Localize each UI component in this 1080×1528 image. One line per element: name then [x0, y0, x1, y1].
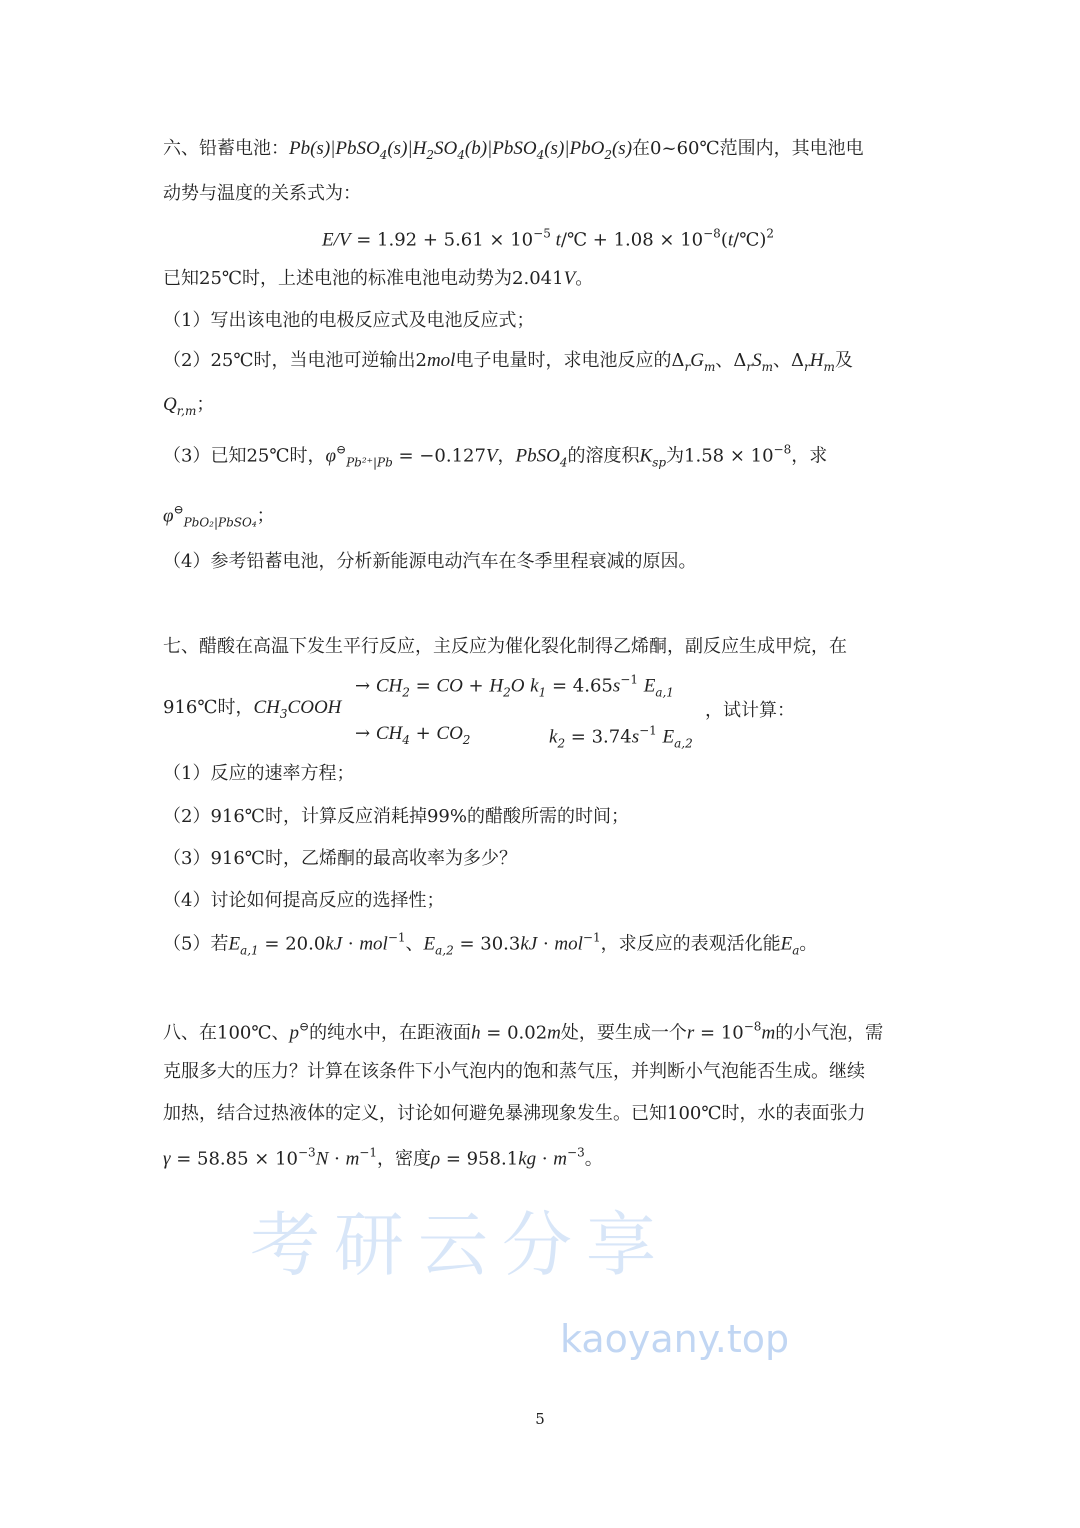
subscript: 2 — [402, 685, 410, 700]
text-run: （3）已知25℃时， — [163, 445, 326, 467]
text-run: = 1.92 + 5.61 × 10 — [350, 229, 534, 251]
text-run: 动势与温度的关系式为： — [163, 183, 361, 204]
q7-part3 — [163, 847, 517, 871]
superscript: −3 — [567, 1145, 585, 1160]
text-run: = 0.02 — [480, 1022, 548, 1044]
math-symbol: m — [547, 1022, 561, 1044]
math-symbol: φ — [163, 505, 174, 527]
text-run: 、Δ — [772, 350, 804, 371]
text-run: 克服多大的压力？计算在该条件下小气泡内的饱和蒸气压，并判断小气泡能否生成。继续 — [163, 1061, 865, 1082]
math-symbol: V — [563, 268, 576, 289]
q7-reactant — [163, 696, 341, 726]
text-run: （1）写出该电池的电极反应式及电池反应式； — [163, 310, 535, 331]
math-symbol: CH — [253, 697, 280, 718]
math-symbol: kJ — [520, 933, 538, 955]
text-run: · — [537, 933, 555, 955]
text-run: + — [409, 723, 437, 744]
text-run: （2）916℃时，计算反应消耗掉99%的醋酸所需的时间； — [163, 806, 629, 827]
text-run: 为1.58 × 10 — [666, 445, 774, 467]
subscript: r — [684, 360, 691, 374]
q6-part2 — [163, 349, 853, 379]
math-symbol: E — [780, 933, 793, 955]
text-run: 916℃时， — [163, 697, 254, 718]
math-symbol: k — [530, 675, 539, 697]
text-run: /℃) — [733, 229, 767, 251]
math-symbol: E/V — [322, 229, 351, 251]
text-run: 的纯水中，在距液面 — [309, 1022, 472, 1044]
math-symbol: Q — [163, 394, 177, 415]
math-symbol: φ — [325, 445, 337, 467]
text-run: 七、醋酸在高温下发生平行反应，主反应为催化裂化制得乙烯酮，副反应生成甲烷，在 — [163, 636, 847, 657]
text-run: 六、铅蓄电池： — [163, 138, 289, 159]
text-run: ，密度 — [377, 1148, 431, 1170]
superscript: 2 — [766, 226, 774, 241]
text-run: （2）25℃时，当电池可逆输出2 — [163, 350, 427, 371]
math-symbol: m — [761, 1022, 776, 1044]
math-symbol: (s)|PbO — [544, 138, 605, 159]
subscript: m — [761, 360, 773, 374]
math-symbol: SO — [434, 138, 458, 159]
q8-line4 — [163, 1141, 603, 1172]
q6-emf-formula — [322, 222, 774, 253]
text-run: = 30.3 — [453, 933, 521, 955]
math-symbol: kJ — [325, 933, 343, 955]
math-symbol: CH — [375, 675, 403, 697]
math-symbol: E — [228, 933, 241, 955]
math-symbol: s — [612, 675, 621, 697]
math-symbol: CO — [436, 723, 463, 744]
subscript: 4 — [559, 455, 568, 470]
math-symbol: V — [485, 445, 498, 467]
math-symbol: γ — [163, 1148, 171, 1170]
text-run: （4）讨论如何提高反应的选择性； — [163, 890, 445, 911]
watermark-url: kaoyany.top — [560, 1317, 790, 1361]
math-symbol: (b)|PbSO — [464, 138, 537, 159]
superscript: −1 — [620, 672, 638, 687]
watermark-text: 考研云分享 — [250, 1204, 670, 1286]
text-run: ； — [256, 505, 275, 527]
superscript: −1 — [359, 1145, 377, 1160]
superscript: −8 — [703, 226, 721, 241]
text-run: = 958.1 — [440, 1148, 519, 1170]
text-run: = −0.127 — [392, 445, 486, 467]
superscript: ⊖ — [173, 502, 184, 517]
math-symbol: mol — [554, 933, 583, 955]
text-run: 的小气泡，需 — [775, 1022, 884, 1044]
q6-part4 — [163, 550, 696, 574]
q6-part3 — [163, 438, 827, 475]
q7-intro — [163, 635, 847, 659]
subscript: a,2 — [435, 943, 454, 958]
text-run: 电子电量时，求电池反应的Δ — [455, 350, 685, 371]
subscript: r,m — [176, 404, 197, 418]
math-symbol: E — [662, 726, 675, 748]
subscript: a,2 — [674, 736, 693, 751]
text-run: ， — [497, 445, 516, 467]
math-symbol: (s)|H — [387, 138, 427, 159]
text-run: 处，要生成一个 — [560, 1022, 687, 1044]
math-symbol: G — [690, 350, 704, 371]
text-run: ，求 — [791, 445, 828, 467]
page-number: 5 — [535, 1410, 545, 1428]
subscript: Pb²⁺|Pb — [346, 455, 393, 470]
math-symbol: kg — [518, 1148, 537, 1170]
math-symbol: (s) — [611, 138, 633, 159]
q6-intro-line1 — [163, 137, 864, 167]
math-symbol: COOH — [287, 697, 342, 718]
superscript: −1 — [387, 930, 406, 945]
text-run: （4）参考铅蓄电池，分析新能源电动汽车在冬季里程衰减的原因。 — [163, 551, 697, 572]
subscript: 1 — [538, 685, 547, 700]
subscript: m — [703, 360, 716, 374]
math-symbol: t — [727, 229, 734, 251]
text-run: 。 — [799, 933, 818, 955]
text-run: /℃ + 1.08 × 10 — [560, 229, 704, 251]
subscript: a,1 — [655, 685, 674, 700]
math-symbol: k — [549, 726, 558, 748]
superscript: −1 — [639, 723, 657, 738]
math-symbol: m — [345, 1148, 360, 1170]
text-run: 已知25℃时，上述电池的标准电池电动势为2.041 — [163, 268, 564, 289]
text-run: 、Δ — [715, 350, 747, 371]
q6-part2-cont — [163, 393, 214, 423]
math-symbol: t — [550, 229, 561, 251]
text-run: = 58.85 × 10 — [170, 1148, 298, 1170]
math-symbol: S — [752, 350, 762, 371]
text-run: ( — [720, 229, 728, 251]
superscript: −5 — [533, 226, 551, 241]
superscript: −8 — [773, 442, 792, 457]
subscript: 4 — [402, 733, 410, 747]
q8-line2 — [163, 1060, 865, 1084]
text-run: 的溶度积 — [567, 445, 640, 467]
text-run: ，求反应的表观活化能 — [600, 933, 781, 955]
q7-reaction-main — [355, 668, 674, 705]
subscript: 2 — [604, 148, 612, 162]
q7-part1 — [163, 762, 354, 786]
subscript: 4 — [379, 148, 388, 162]
text-run: = 4.65 — [546, 675, 613, 697]
text-run: 八、在100℃、 — [163, 1022, 290, 1044]
text-run: = 10 — [694, 1022, 744, 1044]
math-symbol: p — [289, 1022, 299, 1044]
text-run: → — [355, 675, 376, 697]
math-symbol: CO — [436, 675, 463, 697]
superscript: ⊖ — [299, 1019, 310, 1034]
subscript: r — [803, 360, 810, 374]
text-run: + — [462, 675, 490, 697]
subscript: 2 — [503, 685, 511, 700]
text-run: 。 — [584, 1148, 603, 1170]
q7-reaction-side — [355, 722, 470, 752]
math-symbol: r — [686, 1022, 695, 1044]
math-symbol: O — [510, 675, 525, 697]
math-symbol: H — [489, 675, 504, 697]
text-run: ，试计算： — [705, 700, 795, 721]
q7-reaction-side-rate — [549, 719, 693, 756]
math-symbol: ρ — [431, 1148, 441, 1170]
q7-calc-prompt — [705, 699, 795, 723]
text-run: 加热，结合过热液体的定义，讨论如何避免暴沸现象发生。已知100℃时，水的表面张力 — [163, 1103, 866, 1124]
math-symbol: K — [639, 445, 653, 467]
math-symbol: Pb(s)|PbSO — [289, 138, 380, 159]
text-run: （1）反应的速率方程； — [163, 763, 355, 784]
math-symbol: H — [809, 350, 824, 371]
text-run: ； — [196, 394, 215, 415]
text-run: 、 — [405, 933, 424, 955]
subscript: PbO₂|PbSO₄ — [183, 515, 257, 530]
text-run: · — [328, 1148, 346, 1170]
math-symbol: E — [643, 675, 656, 697]
text-run: （5）若 — [163, 933, 229, 955]
text-run: · — [342, 933, 360, 955]
q6-part1 — [163, 309, 534, 333]
math-symbol: CH — [375, 723, 403, 744]
text-run: 在0~60℃范围内，其电池电 — [632, 138, 864, 159]
math-symbol: E — [423, 933, 436, 955]
q7-part2 — [163, 805, 629, 829]
text-run: = 20.0 — [258, 933, 326, 955]
q8-line1 — [163, 1015, 883, 1046]
text-run: = — [409, 675, 437, 697]
text-run: · — [536, 1148, 554, 1170]
math-symbol: mol — [359, 933, 388, 955]
math-symbol: PbSO — [515, 445, 560, 467]
q7-part4 — [163, 889, 444, 913]
subscript: 3 — [279, 707, 288, 721]
text-run: （3）916℃时，乙烯酮的最高收率为多少？ — [163, 848, 517, 869]
text-run: 及 — [834, 350, 853, 371]
math-symbol: s — [631, 726, 640, 748]
superscript: −3 — [298, 1145, 316, 1160]
math-symbol: mol — [426, 350, 456, 371]
subscript: m — [823, 360, 835, 374]
q6-intro-line2 — [163, 182, 361, 206]
q6-part3-cont — [163, 498, 275, 535]
subscript: 2 — [557, 736, 566, 751]
subscript: r — [746, 360, 753, 374]
math-symbol: m — [553, 1148, 568, 1170]
text-run: → — [355, 723, 376, 744]
math-symbol: h — [471, 1022, 481, 1044]
subscript: a — [792, 943, 800, 958]
text-run: 。 — [575, 268, 594, 289]
subscript: 2 — [426, 148, 434, 162]
subscript: 2 — [462, 733, 471, 747]
text-run: = 3.74 — [565, 726, 632, 748]
math-symbol: N — [315, 1148, 329, 1170]
subscript: a,1 — [240, 943, 259, 958]
q8-line3 — [163, 1102, 866, 1126]
q6-given-emf — [163, 267, 593, 291]
subscript: 4 — [536, 148, 545, 162]
superscript: −1 — [582, 930, 601, 945]
subscript: sp — [652, 455, 667, 470]
subscript: 4 — [457, 148, 465, 162]
superscript: −8 — [743, 1019, 762, 1034]
q7-part5 — [163, 926, 817, 963]
superscript: ⊖ — [336, 442, 347, 457]
